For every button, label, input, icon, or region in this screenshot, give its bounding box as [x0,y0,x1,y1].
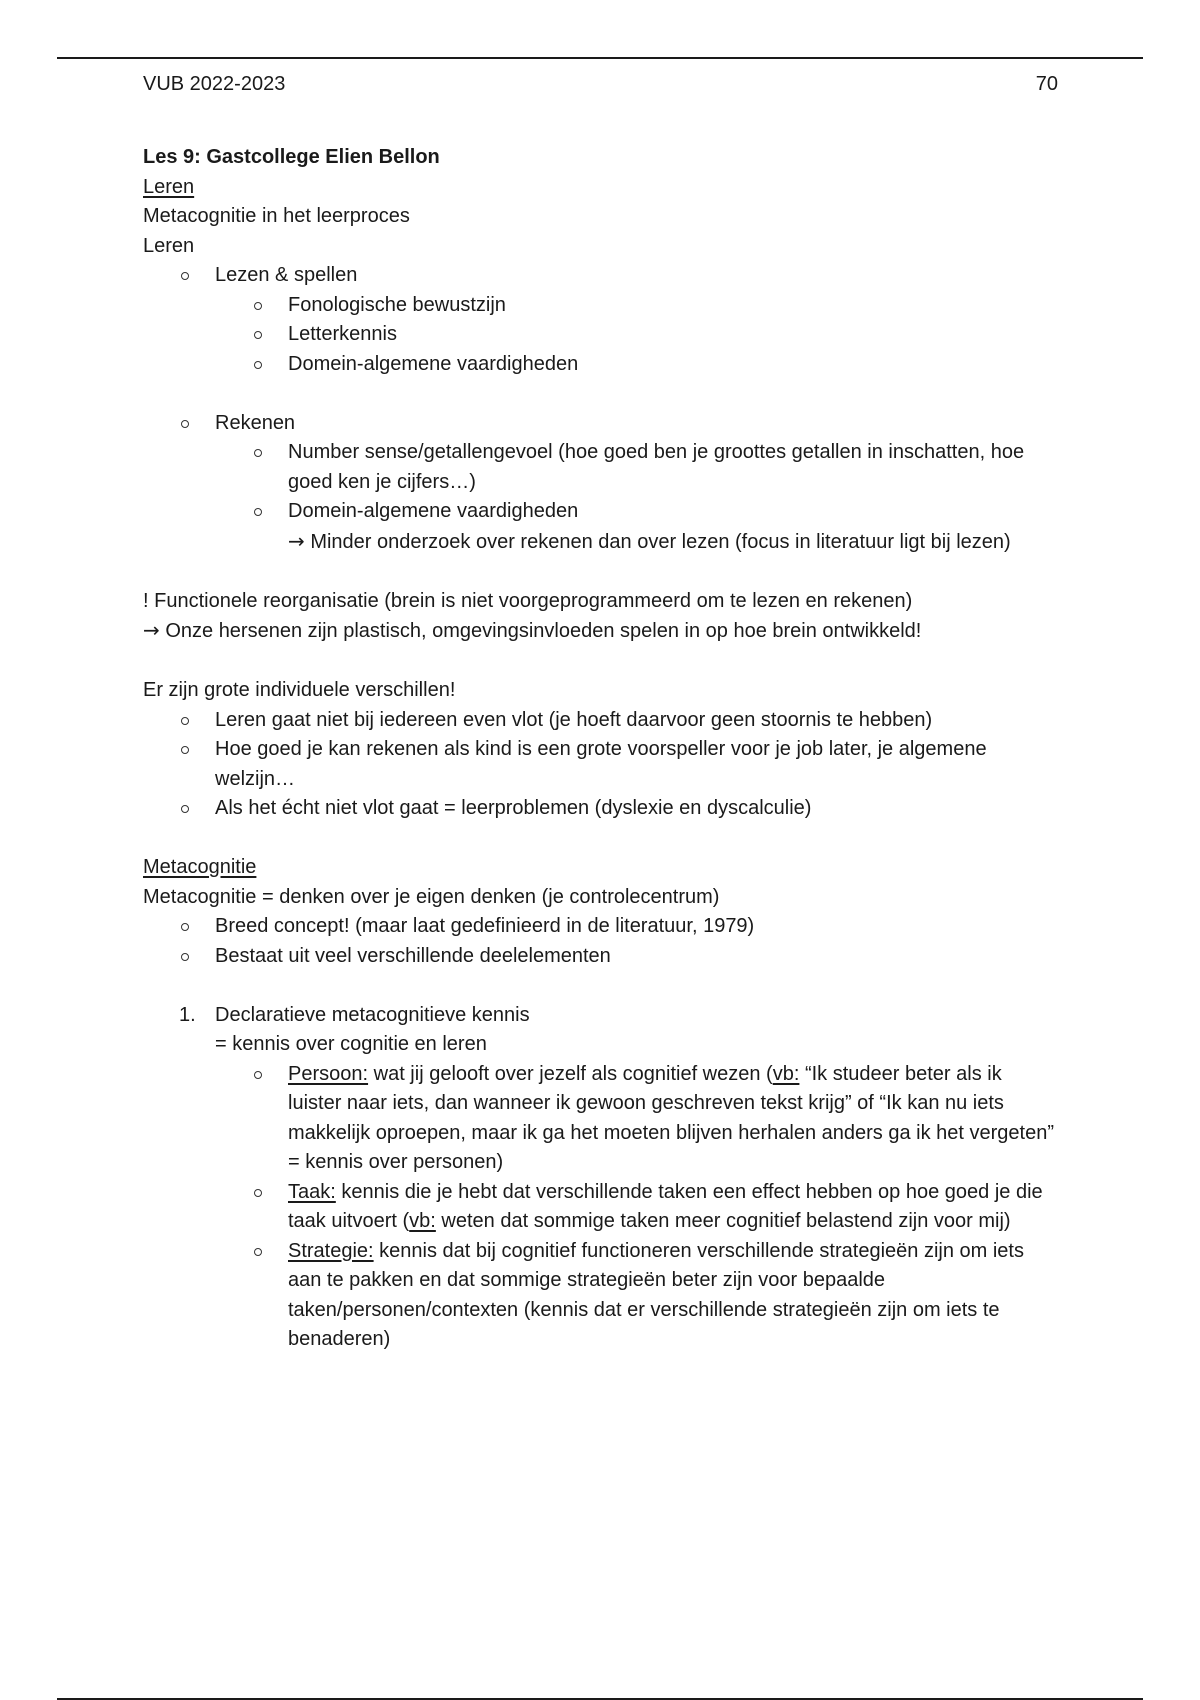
bullet-icon [181,953,189,961]
label-leren: Leren [143,234,195,257]
list-item-lezen: Lezen & spellen [143,261,1058,291]
list-item: Number sense/getallengevoel (hoe goed ben je groottes getallen in inschatten, hoe goed ken je cijfers…) [143,438,1058,497]
page-header [143,70,1058,100]
rekenen-note: → Minder onderzoek over rekenen dan over lezen (focus in literatuur ligt bij lezen) [288,528,1011,553]
list-item: Domein-algemene vaardigheden [143,350,1058,380]
list-item: Breed concept! (maar laat gedefinieerd in de literatuur, 1979) [143,912,1058,942]
bullet-icon [254,302,262,310]
reorganisatie-note: ! Functionele reorganisatie (brein is niet voorgeprogrammeerd om te lezen en rekenen) [143,589,913,612]
bullet-icon [254,1248,262,1256]
bullet-icon [254,508,262,516]
arrow-right-icon: → [143,618,160,642]
metacognitie-definition: Metacognitie = denken over je eigen denken (je controlecentrum) [143,885,720,908]
bullet-icon [181,420,189,428]
bullet-icon [181,805,189,813]
header-course: VUB 2022-2023 [143,73,286,95]
bullet-icon [181,272,189,280]
section-heading-metacognitie: Metacognitie [143,856,257,878]
list-item: Domein-algemene vaardigheden [143,497,1058,527]
page-number: 70 [1035,73,1058,95]
bullet-icon [181,746,189,754]
numbered-item-declaratief: 1. Declaratieve metacognitieve kennis [143,1001,1058,1031]
arrow-right-icon: → [288,528,305,553]
list-item-taak: Taak: kennis die je hebt dat verschillende taken een effect hebben op hoe goed je die taak uitvoert (vb: weten dat sommige taken meer cognitief belastend zijn voor mij) [143,1178,1058,1237]
list-item-persoon: Persoon: wat jij gelooft over jezelf als cognitief wezen (vb: “Ik studeer beter als ik luister naar iets, dan wanneer ik gewoon geschreven tekst krijg” of “Ik kan nu iets makkelijk oproepen, maar ik ga het moeten blijven herhalen anders ga ik het vergeten” = kennis over personen) [143,1060,1058,1178]
bullet-icon [181,923,189,931]
list-item: Hoe goed je kan rekenen als kind is een grote voorspeller voor je job later, je algemene welzijn… [143,735,1058,794]
bullet-icon [181,717,189,725]
list-item: Leren gaat niet bij iedereen even vlot (je hoeft daarvoor geen stoornis te hebben) [143,706,1058,736]
lesson-title: Les 9: Gastcollege Elien Bellon [143,146,440,168]
document-body [143,143,1058,1355]
section-heading-leren: Leren [143,175,195,198]
top-rule [57,57,1143,59]
list-item-strategie: Strategie: kennis dat bij cognitief functioneren verschillende strategieën zijn om iets aan te pakken en dat sommige strategieën beter zijn voor bepaalde taken/personen/contexten (kennis dat er verschillende strategieën zijn om iets te benaderen) [143,1237,1058,1355]
list-item: Letterkennis [143,320,1058,350]
bullet-icon [254,449,262,457]
bullet-icon [254,361,262,369]
list-item: Bestaat uit veel verschillende deelelementen [143,942,1058,972]
declaratief-definition: = kennis over cognitie en leren [215,1033,487,1055]
list-item: Fonologische bewustzijn [143,291,1058,321]
list-item-rekenen: Rekenen [143,409,1058,439]
subtitle-metacognitie: Metacognitie in het leerproces [143,205,410,227]
list-item: Als het écht niet vlot gaat = leerproblemen (dyslexie en dyscalculie) [143,794,1058,824]
bullet-icon [254,331,262,339]
item-number: 1. [179,1003,196,1026]
bullet-icon [254,1189,262,1197]
plasticiteit-note: → Onze hersenen zijn plastisch, omgevingsinvloeden spelen in op hoe brein ontwikkeld! [143,618,922,642]
verschillen-intro: Er zijn grote individuele verschillen! [143,679,456,701]
bullet-icon [254,1071,262,1079]
